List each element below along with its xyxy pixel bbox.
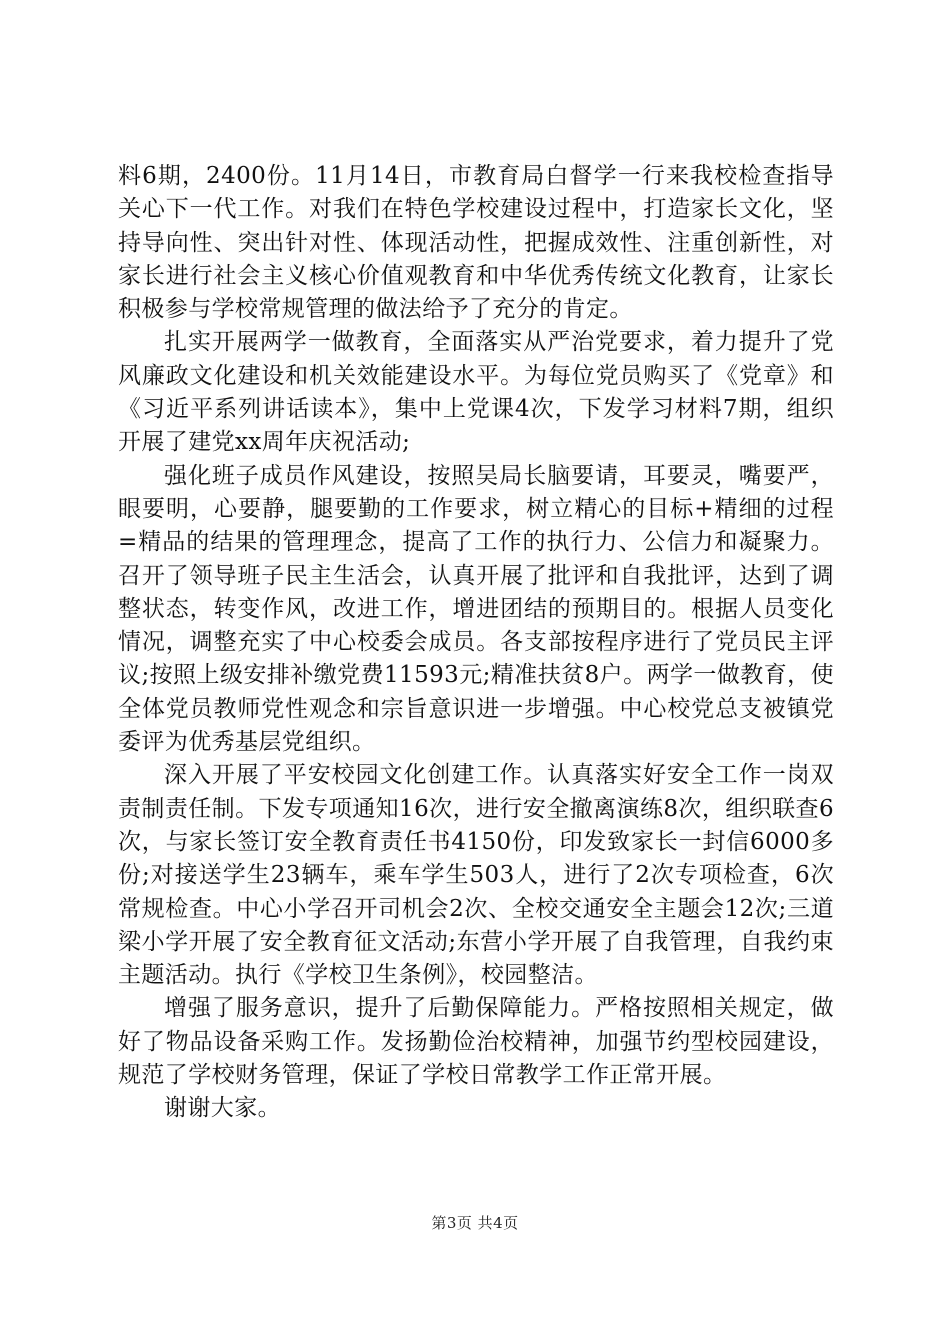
paragraph-campus-safety: 深入开展了平安校园文化创建工作。认真落实好安全工作一岗双责制责任制。下发专项通知16次，进行安全撤离演练8次，组织联查6次，与家长签订安全教育责任书4150份，印发致家长一封信6000多份;对接送学生23辆车，乘车学生503人，进行了2次专项检查，6次常规检查。中心小学召开司机会2次、全校交通安全主题会12次;三道梁小学开展了安全教育征文活动;东营小学开展了自我管理，自我约束主题活动。执行《学校卫生条例》，校园整洁。	[118, 762, 834, 989]
paragraph-leadership-style: 强化班子成员作风建设，按照吴局长脑要请，耳要灵，嘴要严，眼要明，心要静，腿要勤的工作要求，树立精心的目标+精细的过程=精品的结果的管理理念，提高了工作的执行力、公信力和凝聚力。召开了领导班子民主生活会，认真开展了批评和自我批评，达到了调整状态，转变作风，改进工作，增进团结的预期目的。根据人员变化情况，调整充实了中心校委会成员。各支部按程序进行了党员民主评议;按照上级安排补缴党费11593元;精准扶贫8户。两学一做教育，使全体党员教师党性观念和宗旨意识进一步增强。中心校党总支被镇党委评为优秀基层党组织。	[118, 462, 834, 756]
paragraph-party-education: 扎实开展两学一做教育，全面落实从严治党要求，着力提升了党风廉政文化建设和机关效能建设水平。为每位党员购买了《党章》和《习近平系列讲话读本》，集中上党课4次，下发学习材料7期，组织开展了建党xx周年庆祝活动;	[118, 329, 834, 456]
paragraph-continuation: 料6期，2400份。11月14日，市教育局白督学一行来我校检查指导关心下一代工作。对我们在特色学校建设过程中，打造家长文化，坚持导向性、突出针对性、体现活动性，把握成效性、注重创新性，对家长进行社会主义核心价值观教育和中华优秀传统文化教育，让家长积极参与学校常规管理的做法给予了充分的肯定。	[118, 163, 834, 323]
paragraph-logistics: 增强了服务意识，提升了后勤保障能力。严格按照相关规定，做好了物品设备采购工作。发扬勤俭治校精神，加强节约型校园建设，规范了学校财务管理，保证了学校日常教学工作正常开展。	[118, 995, 834, 1089]
document-body	[118, 160, 834, 1126]
page-number-footer: 第3页 共4页	[431, 1214, 519, 1232]
paragraph-closing: 谢谢大家。	[164, 1095, 281, 1122]
